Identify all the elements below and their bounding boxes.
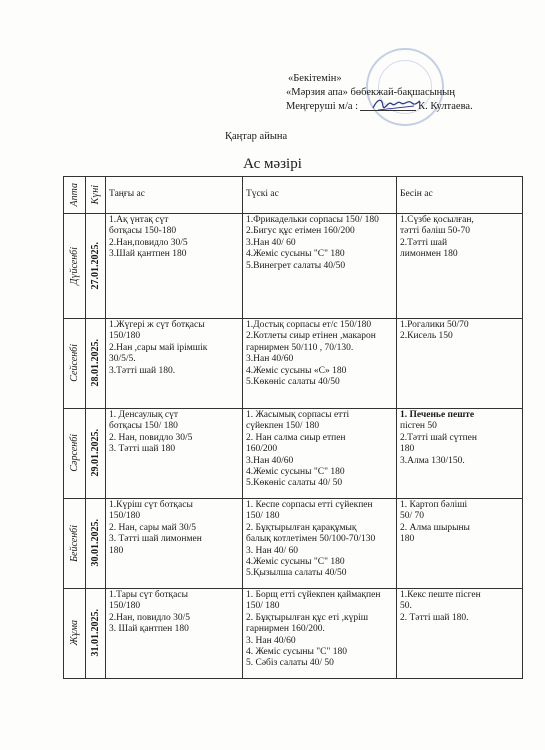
breakfast-cell [106, 319, 243, 409]
menu-line: балық котлетімен 50/100-70/130 [246, 534, 376, 545]
weekday-cell [64, 319, 86, 409]
date-label: 31.01.2025. [89, 609, 101, 657]
lunch-cell [243, 409, 397, 499]
date-label: 30.01.2025. [89, 519, 101, 567]
menu-line: 150/ 180 [246, 601, 280, 612]
header-breakfast: Таңғы ас [106, 177, 243, 214]
menu-line: 2. Бұқтырылған құс еті ,күріш [246, 612, 369, 623]
menu-line: 1.Кекс пеште пісген [400, 590, 481, 600]
menu-line: 3.Шай қантпен 180 [109, 249, 187, 260]
header-week: Апта [64, 177, 86, 214]
menu-line: гарнирмен 50/110 , 70/130. [246, 342, 354, 353]
menu-line: 2.Нан,повидло 30/5 [109, 237, 188, 248]
date-cell [86, 589, 106, 679]
head-name: К. Култаева. [418, 101, 473, 112]
menu-line: 3.Нан 40/ 60 [246, 237, 296, 248]
menu-line: 2. Тәтті шай 180. [400, 612, 469, 623]
menu-line: 1.Тары сүт ботқасы [109, 590, 188, 600]
weekday-label: Сәрсенбі [68, 434, 80, 472]
breakfast-cell [106, 499, 243, 589]
menu-line: 5.Қызылша салаты 40/50 [246, 568, 347, 579]
menu-line: 3.Тәтті шай 180. [109, 365, 176, 376]
menu-title: Ас мәзірі [243, 156, 302, 172]
table-row [64, 589, 523, 679]
date-cell [86, 409, 106, 499]
menu-line: ботқасы 150/ 180 [109, 421, 178, 432]
menu-line: 30/5/5. [109, 354, 136, 365]
date-label: 28.01.2025. [89, 339, 101, 387]
menu-line: 5. Сәбіз салаты 40/ 50 [246, 658, 334, 669]
menu-line: 2. Нан, сары май 30/5 [109, 522, 196, 533]
menu-line: 1.Достық сорпасы ет/с 150/180 [246, 320, 372, 330]
menu-line: 1. Печенье пеште [400, 410, 475, 420]
menu-line: 2. Алма шырыны [400, 522, 470, 533]
table-row [64, 214, 523, 319]
lunch-cell [243, 319, 397, 409]
menu-line: 3. Нан 40/ 60 [246, 545, 299, 556]
breakfast-cell [106, 589, 243, 679]
menu-line: 2.Нан, повидло 30/5 [109, 612, 191, 623]
date-label: 29.01.2025. [89, 429, 101, 477]
snack-cell [397, 319, 523, 409]
menu-line: 2.Тәтті шай сүтпен [400, 432, 477, 443]
lunch-cell [243, 214, 397, 319]
menu-line: гарнирмен 160/200. [246, 624, 325, 635]
menu-line: 150/180 [109, 601, 141, 612]
weekday-label: Сейсенбі [68, 344, 80, 382]
menu-line: 180 [109, 545, 124, 556]
menu-line: 2.Кисель 150 [400, 331, 453, 342]
menu-line: 2. Бұқтырылған қарақұмық [246, 522, 357, 533]
date-cell [86, 499, 106, 589]
menu-line: 160/200 [246, 444, 278, 455]
menu-line: 150/180 [109, 331, 141, 342]
weekday-label: Жұма [68, 620, 80, 646]
menu-line: 1. Жасымық сорпасы етті [246, 410, 350, 420]
weekday-label: Дүйсенбі [68, 246, 80, 285]
kindergarten-name: «Мәрзия апа» бөбекжай-бақшасының [286, 87, 455, 98]
menu-line: 4.Жеміс сусыны "С" 180 [246, 249, 345, 260]
menu-line: 150/180 [109, 511, 141, 522]
menu-line: 1. Борщ етті сүйекпен қаймақпен [246, 590, 381, 600]
menu-line: 1.Сүзбе қосылған, [400, 215, 474, 225]
weekday-cell [64, 589, 86, 679]
table-header-row [64, 177, 523, 214]
menu-line: 1. Кеспе сорпасы етті сүйекпен [246, 500, 373, 510]
breakfast-cell [106, 214, 243, 319]
lunch-cell [243, 589, 397, 679]
menu-line: 3. Нан 40/60 [246, 635, 296, 646]
menu-line: 4. Жеміс сусыны "С" 180 [246, 647, 347, 658]
menu-line: 2.Котлеты сиыр етінен ,макарон [246, 331, 376, 342]
menu-line: 4.Жеміс сусыны "С" 180 [246, 467, 345, 478]
snack-cell [397, 589, 523, 679]
menu-line: 50. [400, 601, 412, 612]
date-cell [86, 319, 106, 409]
menu-line: 1. Денсаулық сүт [109, 410, 179, 420]
weekday-cell [64, 499, 86, 589]
menu-line: 4.Жеміс сусыны «С» 180 [246, 365, 347, 376]
menu-line: 1.Фрикадельки сорпасы 150/ 180 [246, 215, 379, 225]
approval-title: «Бекітемін» [288, 73, 342, 84]
date-label: 27.01.2025. [89, 241, 101, 290]
menu-line: 2.Бигус құс етімен 160/200 [246, 226, 355, 237]
menu-line: 180 [400, 444, 415, 455]
date-cell [86, 214, 106, 319]
approval-block [286, 72, 536, 114]
snack-cell [397, 214, 523, 319]
menu-line: 150/ 180 [246, 511, 280, 522]
menu-line: пісген 50 [400, 421, 437, 432]
weekday-cell [64, 214, 86, 319]
menu-line: лимонмен 180 [400, 249, 458, 260]
weekday-label: Бейсенбі [68, 524, 80, 562]
menu-line: 1.Жүгері ж сүт ботқасы [109, 320, 205, 330]
menu-line: сүйекпен 150/ 180 [246, 421, 320, 432]
menu-line: 2.Тәтті шай [400, 237, 448, 248]
header-lunch: Түскі ас [243, 177, 397, 214]
month-label: Қаңтар айына [225, 131, 288, 142]
weekday-cell [64, 409, 86, 499]
signature-row [286, 100, 536, 114]
breakfast-cell [106, 409, 243, 499]
table-row [64, 409, 523, 499]
menu-line: 3.Нан 40/60 [246, 455, 294, 466]
menu-line: 5.Көкөніс салаты 40/50 [246, 377, 340, 388]
menu-line: 2. Нан, повидло 30/5 [109, 432, 193, 443]
menu-line: 3. Шай қантпен 180 [109, 624, 189, 635]
menu-line: тәтті бәліш 50-70 [400, 226, 470, 237]
menu-line: 3. Тәтті шай лимонмен [109, 534, 202, 545]
header-snack: Бесін ас [397, 177, 523, 214]
menu-line: 4.Жеміс сусыны "С" 180 [246, 557, 345, 568]
lunch-cell [243, 499, 397, 589]
menu-line: 3.Нан 40/60 [246, 354, 294, 365]
menu-line: 180 [400, 534, 415, 545]
menu-line: 5.Көкөніс салаты 40/ 50 [246, 478, 343, 489]
menu-line: 3. Тәтті шай 180 [109, 444, 176, 455]
table-row [64, 499, 523, 589]
menu-line: 5.Винегрет салаты 40/50 [246, 260, 346, 271]
menu-line: 50/ 70 [400, 511, 425, 522]
menu-line: 3.Алма 130/150. [400, 455, 465, 466]
menu-line: 1. Картоп бәліші [400, 500, 468, 510]
menu-table [63, 176, 523, 679]
menu-line: 2. Нан салма сиыр етпен [246, 432, 346, 443]
menu-line: 1.Күріш сүт ботқасы [109, 500, 193, 510]
menu-line: 1.Рогалики 50/70 [400, 320, 469, 330]
snack-cell [397, 409, 523, 499]
header-day: Күні [86, 177, 106, 214]
table-row [64, 319, 523, 409]
head-label: Меңгеруші м/а : [286, 101, 359, 112]
snack-cell [397, 499, 523, 589]
handwritten-signature [370, 94, 422, 114]
menu-line: ботқасы 150-180 [109, 226, 177, 237]
menu-line: 1.Ақ үнтақ сүт [109, 215, 169, 225]
menu-line: 2.Нан ,сары май ірімшік [109, 342, 208, 353]
